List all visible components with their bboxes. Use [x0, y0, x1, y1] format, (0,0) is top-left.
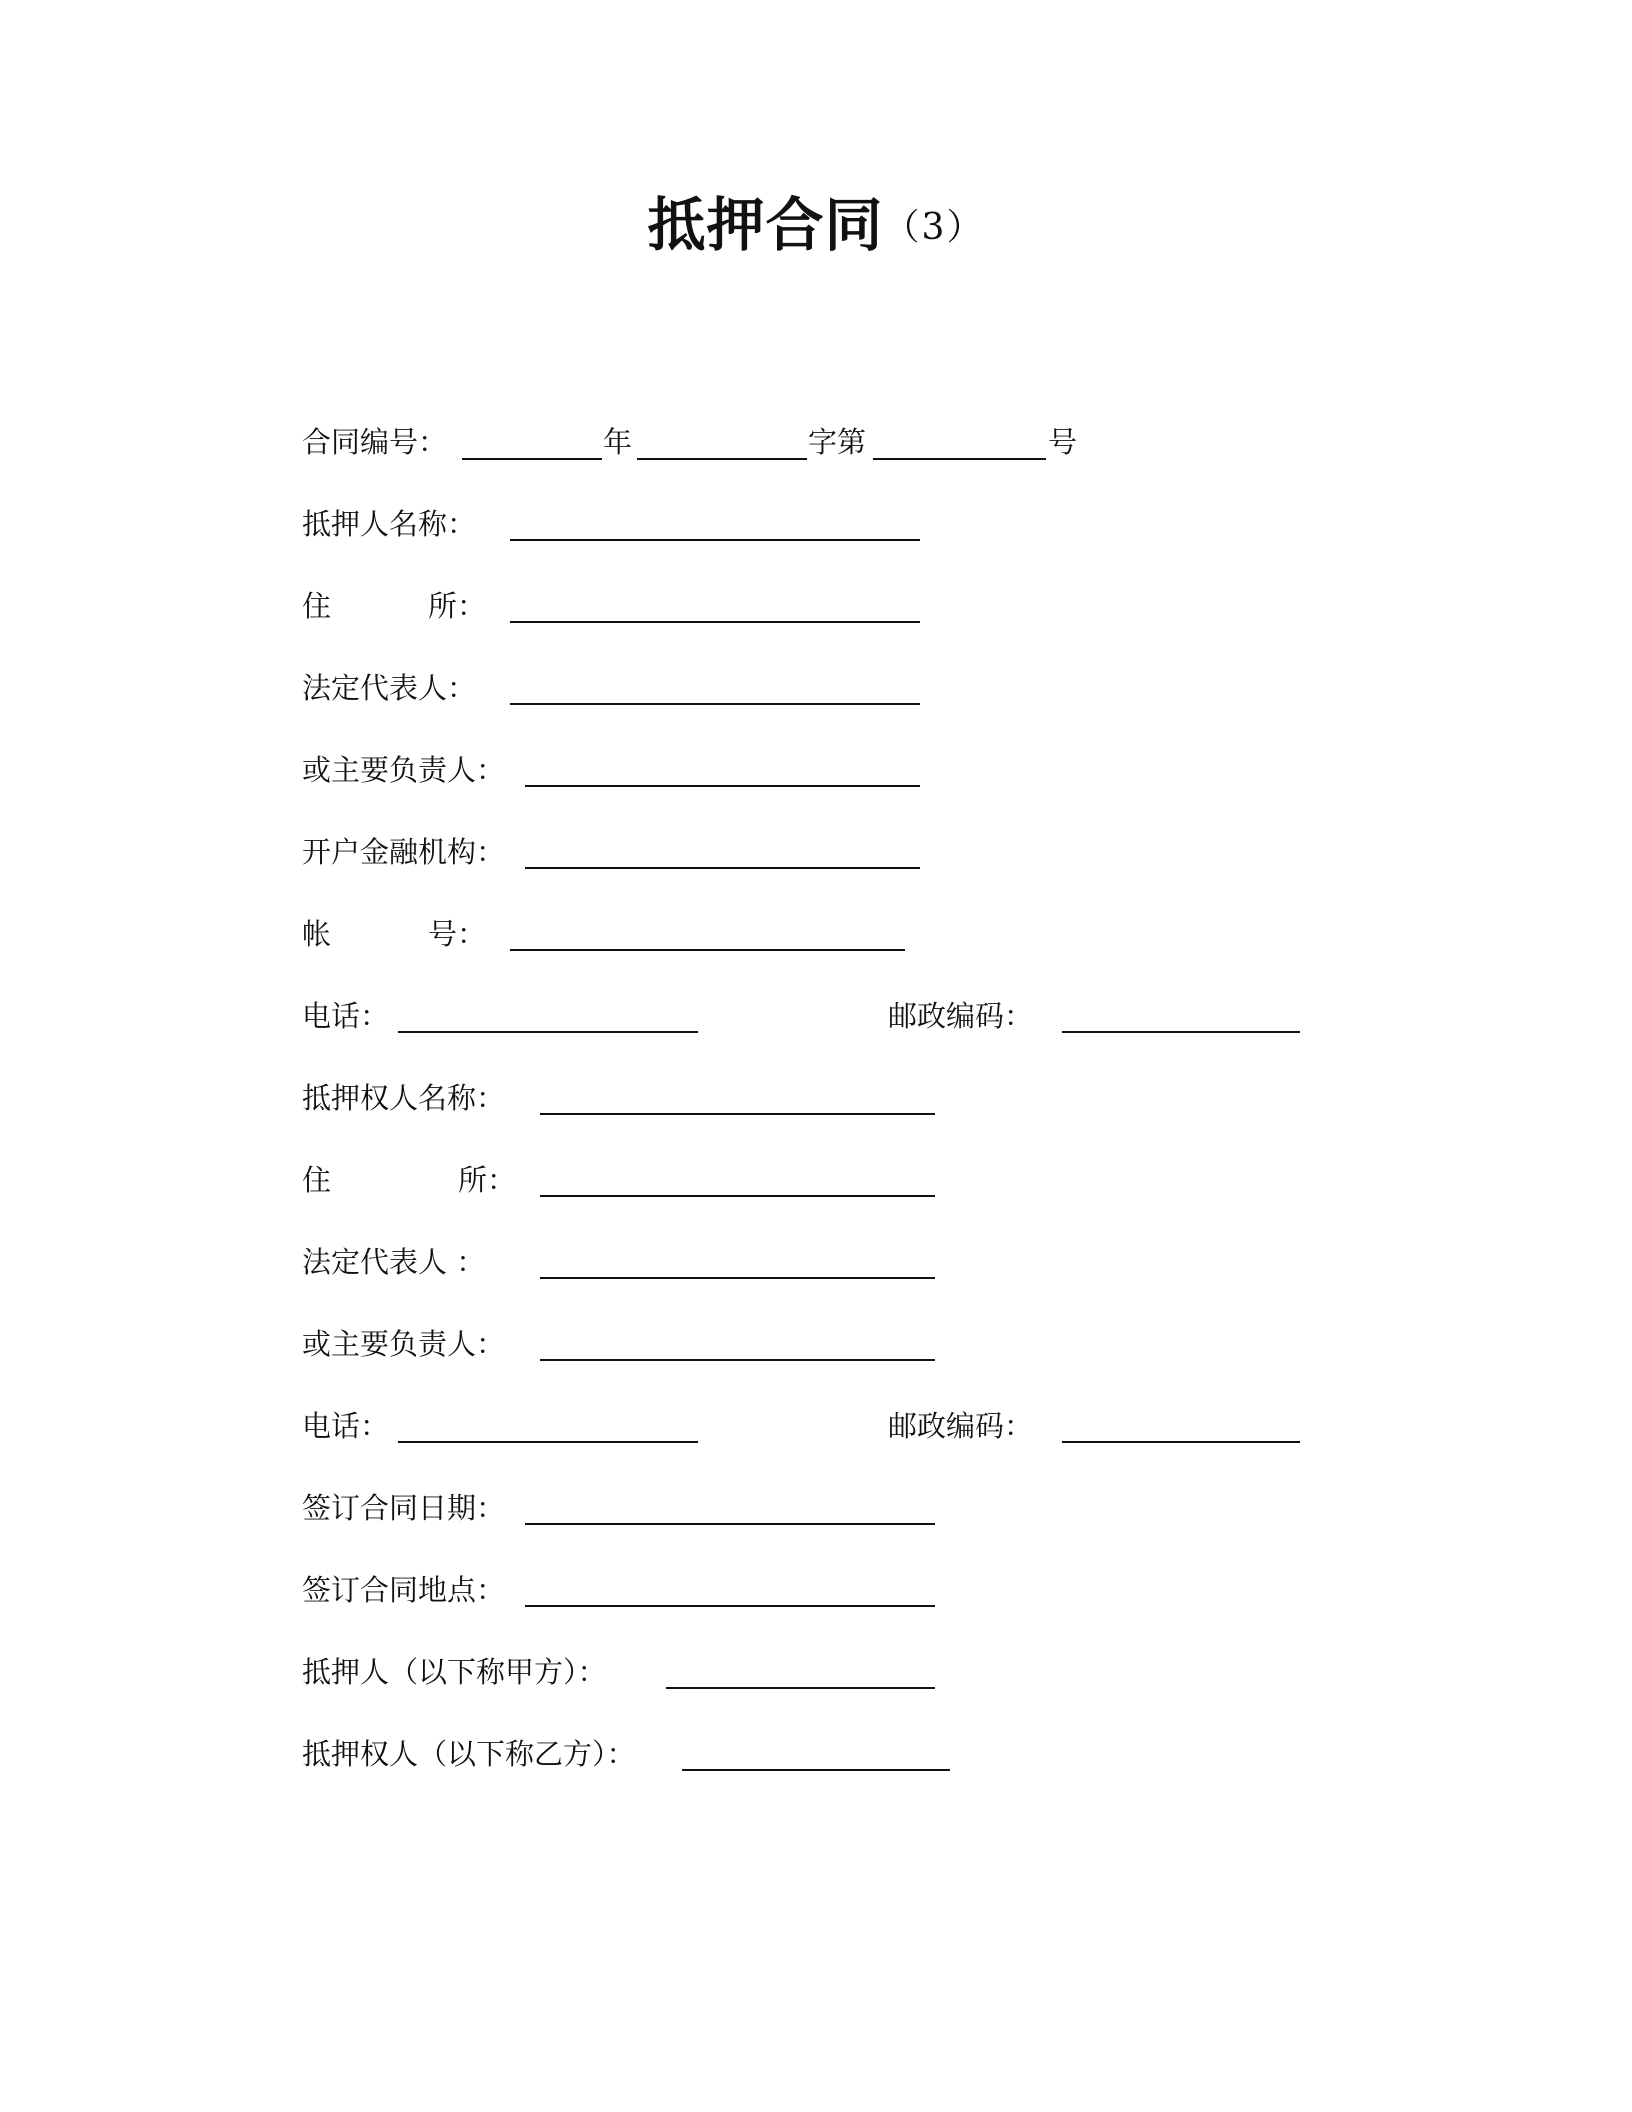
contract-no-hao-label: 号	[1048, 425, 1078, 459]
party-a-blank[interactable]	[666, 1687, 935, 1689]
contract-no-year-label: 年	[603, 425, 633, 459]
contract-no-year-blank[interactable]	[637, 458, 807, 460]
party-a-label: 抵押人（以下称甲方）：	[302, 1655, 607, 1689]
party-b-blank[interactable]	[682, 1769, 950, 1771]
mortgagee-legal-rep-blank[interactable]	[540, 1277, 935, 1279]
mortgagee-principal-label: 或主要负责人：	[302, 1327, 506, 1361]
signing-place-label: 签订合同地点：	[302, 1573, 506, 1607]
mortgagor-phone-blank[interactable]	[398, 1031, 698, 1033]
signing-date-blank[interactable]	[525, 1523, 935, 1525]
mortgagee-address-label-b: 所：	[458, 1163, 517, 1197]
mortgagor-principal-blank[interactable]	[525, 785, 920, 787]
page-title	[0, 190, 1632, 263]
contract-no-label: 合同编号：	[302, 425, 448, 459]
party-b-label: 抵押权人（以下称乙方）：	[302, 1737, 636, 1771]
mortgagor-legal-rep-blank[interactable]	[510, 703, 920, 705]
mortgagor-postcode-blank[interactable]	[1062, 1031, 1300, 1033]
title-main: 抵押合同	[647, 191, 884, 259]
signing-date-label: 签订合同日期：	[302, 1491, 506, 1525]
mortgagee-legal-rep-label: 法定代表人 ：	[302, 1245, 486, 1279]
mortgagor-address-label-b: 所：	[428, 589, 487, 623]
mortgagor-postcode-label: 邮政编码：	[888, 999, 1034, 1033]
title-suffix: （3）	[883, 207, 985, 248]
mortgagor-address-blank[interactable]	[510, 621, 920, 623]
mortgagor-account-label-b: 号：	[428, 917, 487, 951]
mortgagee-postcode-blank[interactable]	[1062, 1441, 1300, 1443]
mortgagor-principal-label: 或主要负责人：	[302, 753, 506, 787]
mortgagee-address-blank[interactable]	[540, 1195, 935, 1197]
mortgagor-name-label: 抵押人名称：	[302, 507, 477, 541]
mortgagor-account-blank[interactable]	[510, 949, 905, 951]
mortgagee-postcode-label: 邮政编码：	[888, 1409, 1034, 1443]
contract-no-number-blank[interactable]	[873, 458, 1046, 460]
contract-no-prefix-blank[interactable]	[462, 458, 602, 460]
mortgagor-phone-label: 电话：	[302, 999, 390, 1033]
mortgagor-bank-label: 开户金融机构：	[302, 835, 506, 869]
mortgagee-phone-blank[interactable]	[398, 1441, 698, 1443]
mortgagor-name-blank[interactable]	[510, 539, 920, 541]
contract-no-zidi-label: 字第	[808, 425, 867, 459]
mortgagee-name-blank[interactable]	[540, 1113, 935, 1115]
signing-place-blank[interactable]	[525, 1605, 935, 1607]
mortgagee-name-label: 抵押权人名称：	[302, 1081, 506, 1115]
mortgagor-bank-blank[interactable]	[525, 867, 920, 869]
mortgagor-legal-rep-label: 法定代表人：	[302, 671, 477, 705]
mortgagor-address-label-a: 住	[302, 589, 332, 623]
mortgagor-account-label-a: 帐	[302, 917, 332, 951]
mortgagee-phone-label: 电话：	[302, 1409, 390, 1443]
mortgagee-address-label-a: 住	[302, 1163, 332, 1197]
mortgagee-principal-blank[interactable]	[540, 1359, 935, 1361]
